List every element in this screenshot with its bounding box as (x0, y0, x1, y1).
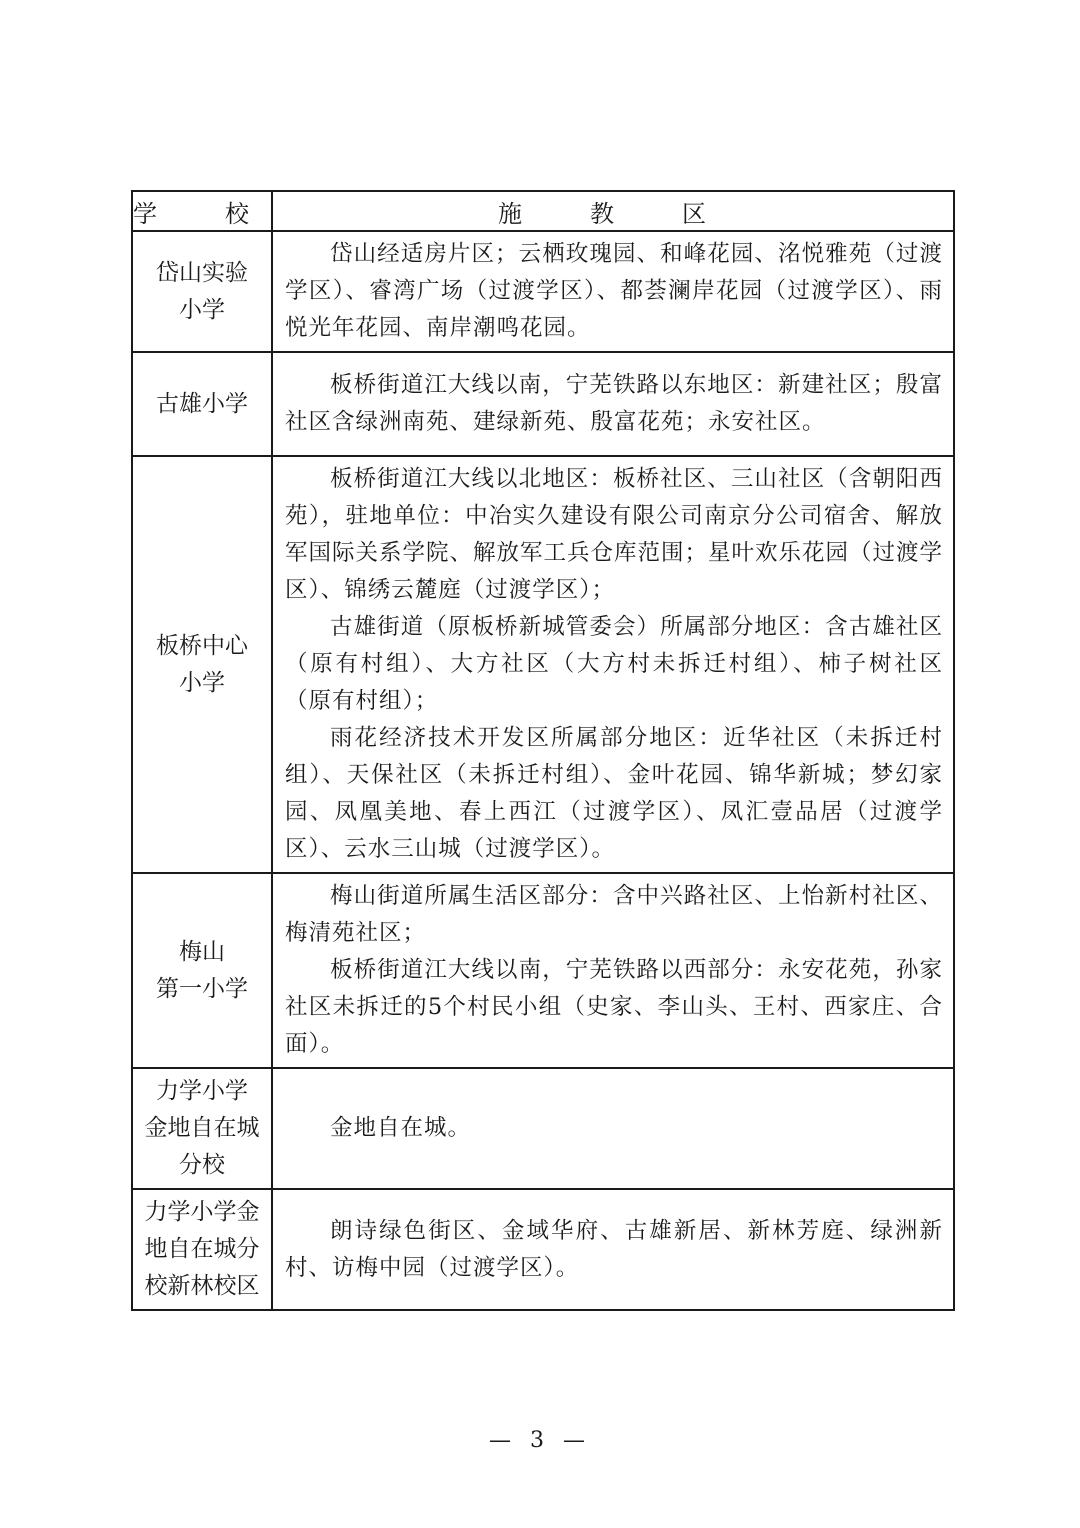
zone-cell (272, 352, 954, 456)
school-name-cell (132, 456, 272, 873)
zone-paragraph: 古雄街道（原板桥新城管委会）所属部分地区：含古雄社区（原有村组）、大方社区（大方村未拆迁村组）、柿子树社区（原有村组）； (285, 614, 943, 714)
school-name-line: 力学小学金 (144, 1199, 260, 1225)
table-header-row (132, 191, 954, 231)
school-name-cell (132, 352, 272, 456)
zone-cell (272, 231, 954, 352)
school-name-line: 力学小学 (156, 1078, 248, 1104)
school-name-line: 地自在城分 (144, 1236, 260, 1262)
zone-cell (272, 456, 954, 873)
zone-paragraph: 板桥街道江大线以北地区：板桥社区、三山社区（含朝阳西苑），驻地单位：中冶实久建设有限公司南京分公司宿舍、解放军国际关系学院、解放军工兵仓库范围；星叶欢乐花园（过渡学区）、锦绣云麓庭（过渡学区）； (285, 466, 944, 603)
zone-paragraph: 梅山街道所属生活区部分：含中兴路社区、上怡新村社区、梅清苑社区； (285, 883, 943, 946)
header-school: 学 校 (132, 191, 272, 231)
school-name-cell (132, 873, 272, 1068)
zone-paragraph: 朗诗绿色街区、金域华府、古雄新居、新林芳庭、绿洲新村、访梅中园（过渡学区）。 (285, 1217, 943, 1281)
school-name-cell (132, 1189, 272, 1310)
table-row (132, 873, 954, 1068)
school-zone-table (131, 190, 955, 1311)
page-number: — 3 — (489, 1428, 591, 1453)
zone-cell (272, 1068, 954, 1189)
header-zone: 施 教 区 (272, 191, 954, 231)
school-name-cell (132, 1068, 272, 1189)
school-name-line: 板桥中心 (156, 632, 248, 659)
table-row (132, 352, 954, 456)
zone-cell (272, 1189, 954, 1310)
school-name-line: 小学 (179, 669, 225, 696)
table-row (132, 1189, 954, 1310)
school-name-line: 小学 (179, 296, 225, 323)
school-name-cell (132, 231, 272, 352)
zone-cell (272, 873, 954, 1068)
school-name-line: 金地自在城 (144, 1115, 260, 1141)
school-name-line: 梅山 (179, 938, 225, 965)
school-name-line: 分校 (179, 1152, 225, 1178)
zone-paragraph: 板桥街道江大线以南，宁芜铁路以东地区：新建社区；殷富社区含绿洲南苑、建绿新苑、殷富花苑；永安社区。 (285, 372, 943, 435)
zone-paragraph: 金地自在城。 (330, 1115, 472, 1141)
school-name-line: 古雄小学 (156, 390, 248, 417)
zone-paragraph: 雨花经济技术开发区所属部分地区：近华社区（未拆迁村组）、天保社区（未拆迁村组）、金叶花园、锦华新城；梦幻家园、凤凰美地、春上西江（过渡学区）、凤汇壹品居（过渡学区）、云水三山城（过渡学区）。 (285, 725, 943, 862)
school-name-line: 校新林校区 (144, 1273, 260, 1299)
zone-paragraph: 板桥街道江大线以南，宁芜铁路以西部分：永安花苑，孙家社区未拆迁的5个村民小组（史家、李山头、王村、西家庄、合面）。 (285, 957, 943, 1057)
school-name-line: 第一小学 (156, 975, 248, 1002)
table-row (132, 456, 954, 873)
table-row (132, 231, 954, 352)
table-row (132, 1068, 954, 1189)
school-name-line: 岱山实验 (156, 259, 248, 286)
zone-paragraph: 岱山经适房片区；云栖玫瑰园、和峰花园、洺悦雅苑（过渡学区）、睿湾广场（过渡学区）、都荟澜岸花园（过渡学区）、雨悦光年花园、南岸潮鸣花园。 (285, 241, 943, 341)
